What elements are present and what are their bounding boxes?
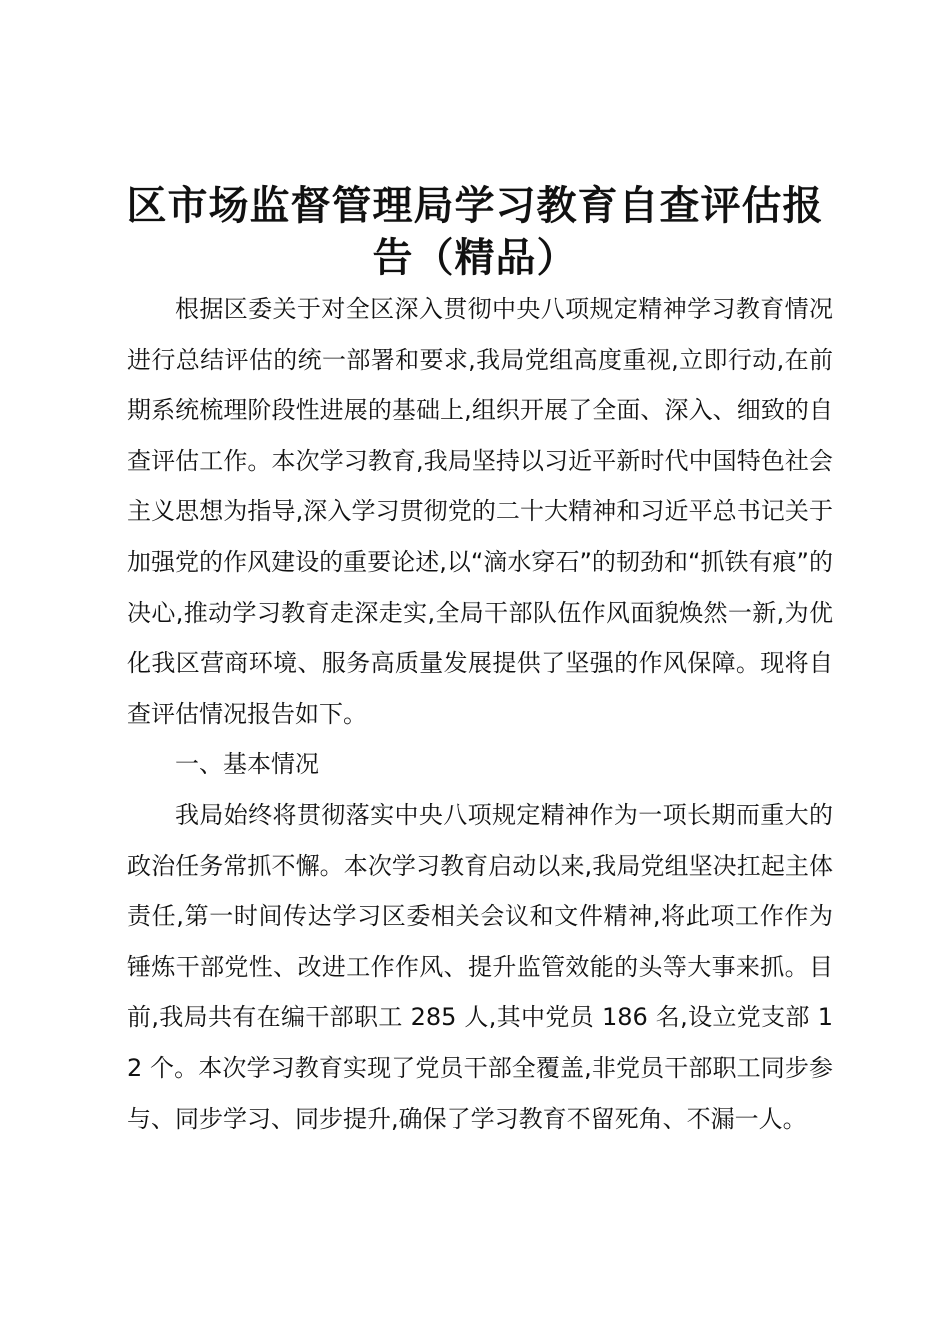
section-paragraph: 我局始终将贯彻落实中央八项规定精神作为一项长期而重大的政治任务常抓不懈。本次学习教育启动以来,我局党组坚决扛起主体责任,第一时间传达学习区委相关会议和文件精神,将此项工作作为锤炼干部党性、改进工作作风、提升监管效能的头等大事来抓。目前,我局共有在编干部职工 285 人,其中党员 186 名,设立党支部 12 个。本次学习教育实现了党员干部全覆盖,非党员干部职工同步参与、同步学习、同步提升,确保了学习教育不留死角、不漏一人。 [127,800,833,1133]
document-title: 区市场监督管理局学习教育自查评估报告（精品） [126,183,824,281]
document-body [127,284,833,1144]
intro-paragraph: 根据区委关于对全区深入贯彻中央八项规定精神学习教育情况进行总结评估的统一部署和要求,我局党组高度重视,立即行动,在前期系统梳理阶段性进展的基础上,组织开展了全面、深入、细致的自查评估工作。本次学习教育,我局坚持以习近平新时代中国特色社会主义思想为指导,深入学习贯彻党的二十大精神和习近平总书记关于加强党的作风建设的重要论述,以“滴水穿石”的韧劲和“抓铁有痕”的决心,推动学习教育走深走实,全局干部队伍作风面貌焕然一新,为优化我区营商环境、服务高质量发展提供了坚强的作风保障。现将自查评估情况报告如下。 [127,295,833,728]
section-heading: 一、基本情况 [175,750,319,779]
